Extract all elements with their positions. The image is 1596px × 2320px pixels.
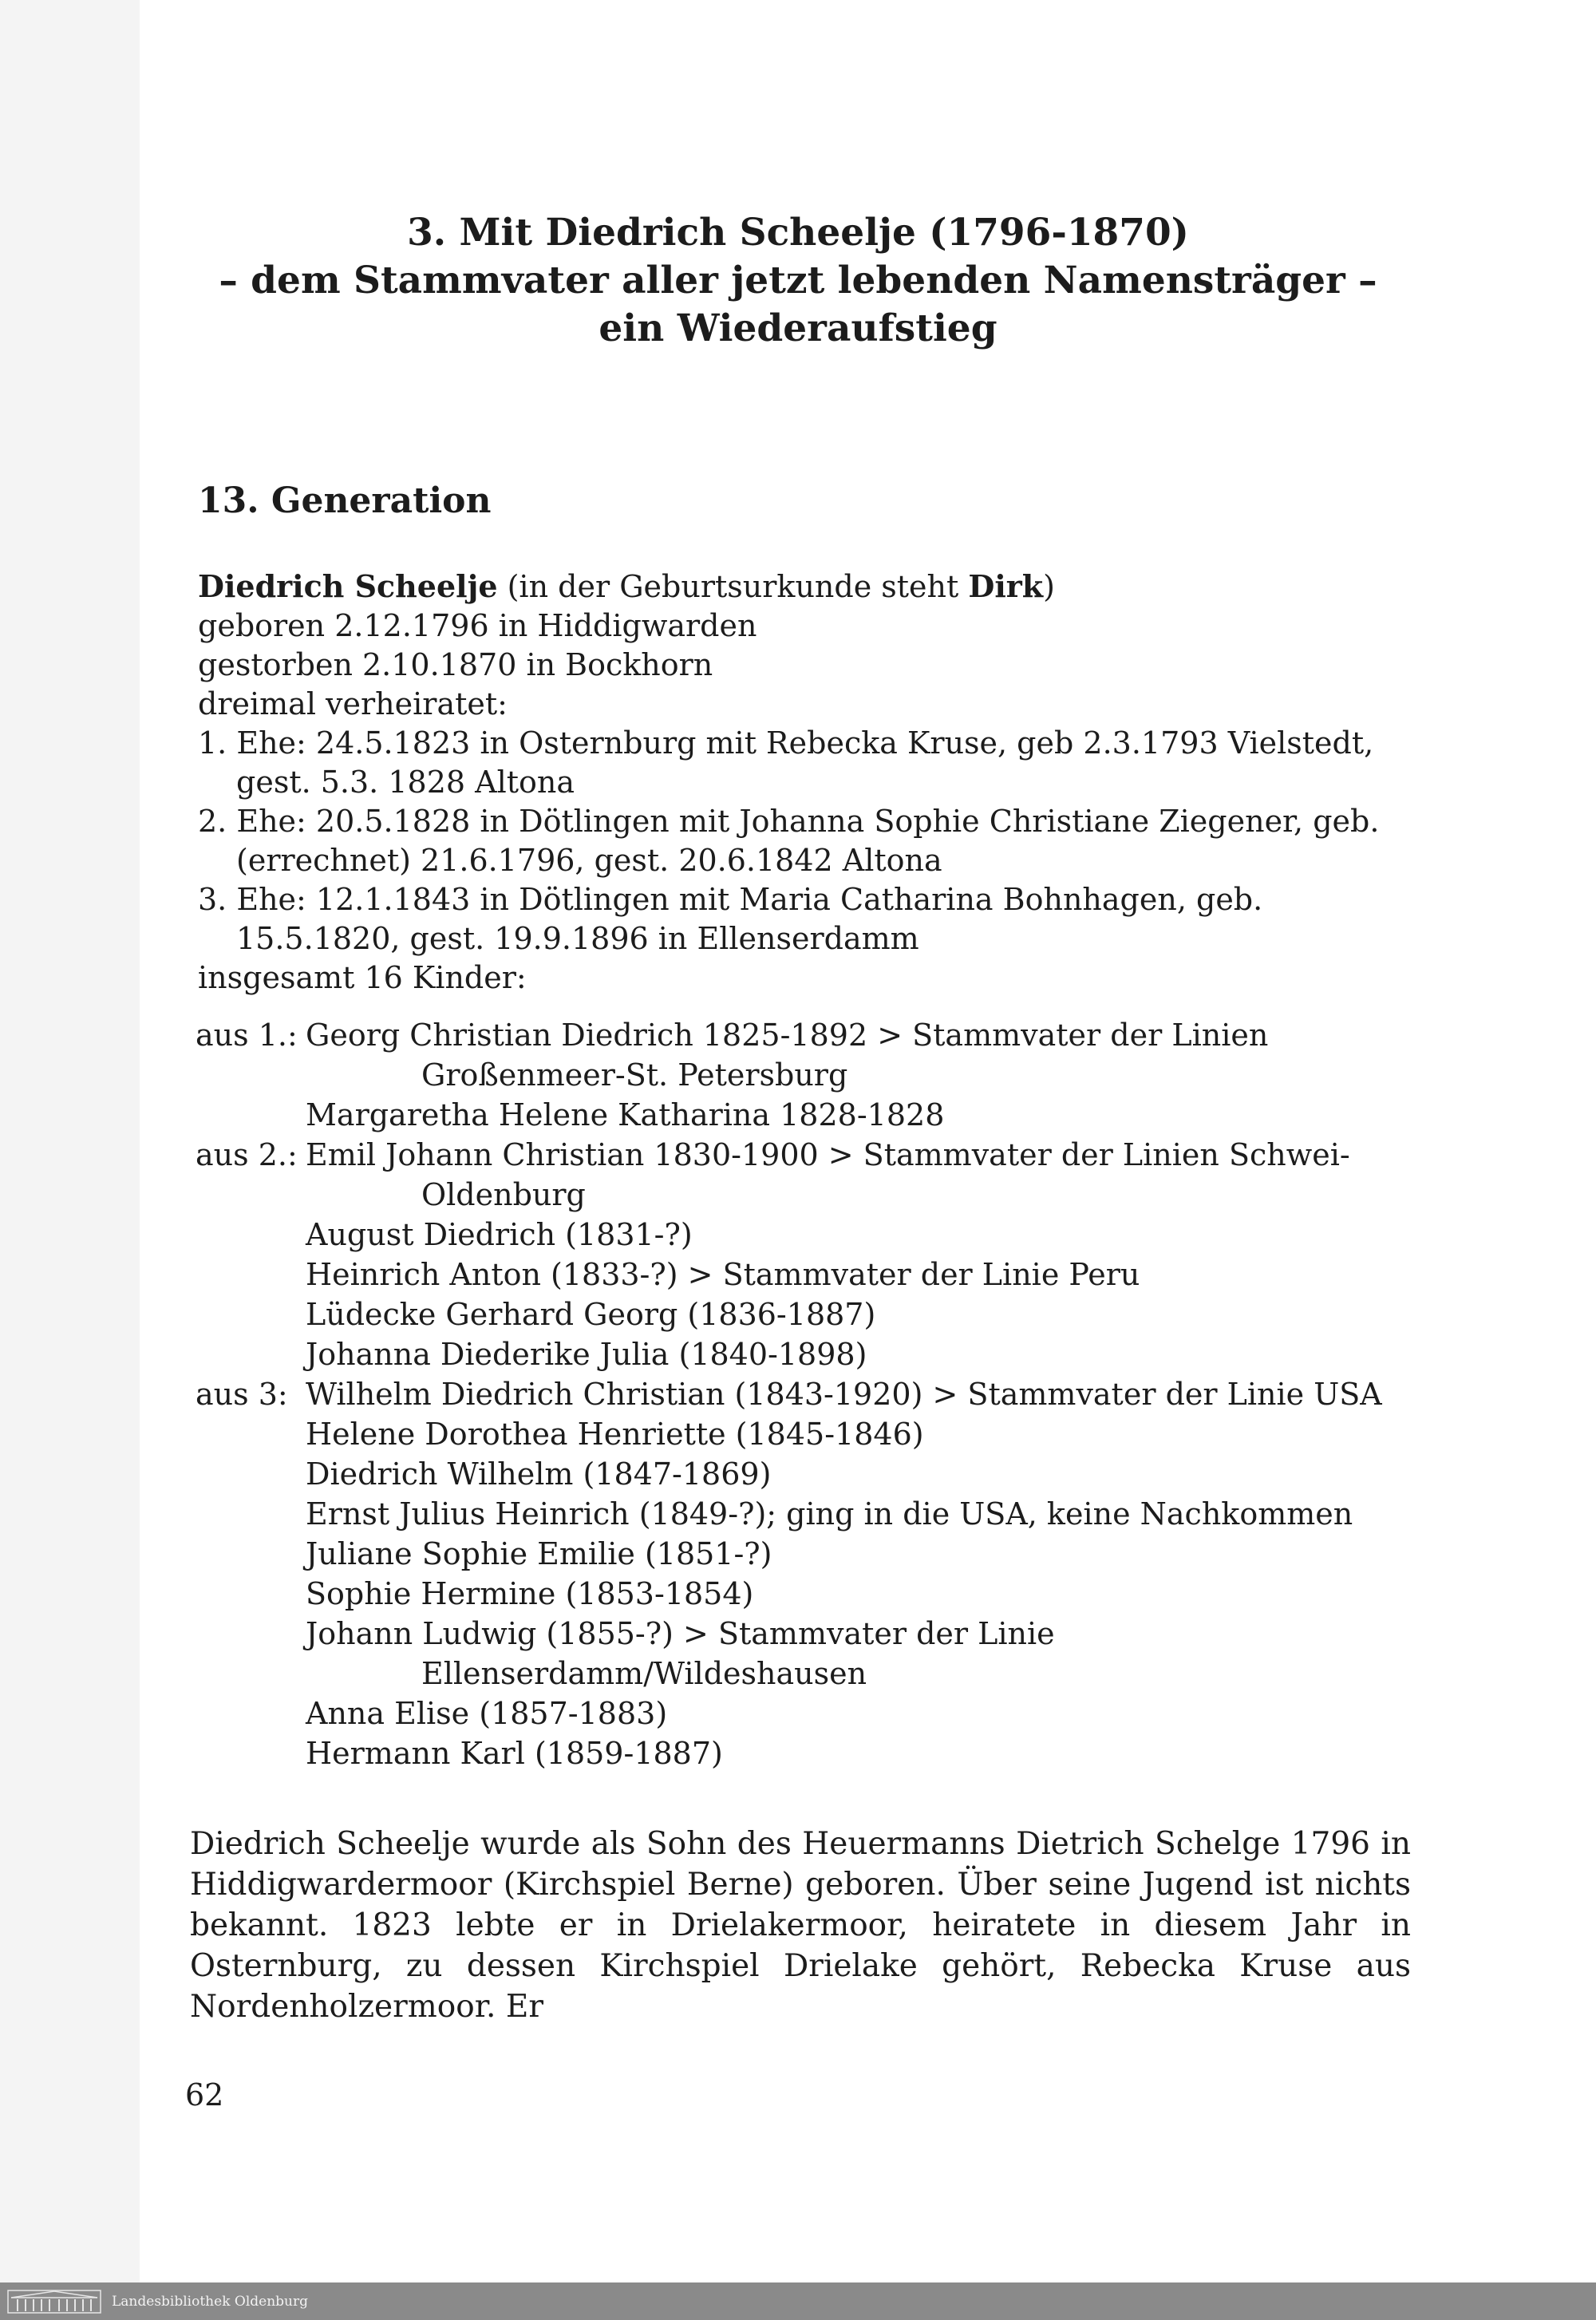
chapter-title (140, 209, 1456, 353)
child-item: Ernst Julius Heinrich (1849-?); ging in die USA, keine Nachkommen (306, 1496, 1353, 1532)
person-name: Diedrich Scheelje (198, 568, 498, 604)
person-entry (198, 567, 1411, 998)
children-group-items (306, 1374, 1416, 1773)
death-line: gestorben 2.10.1870 in Bockhorn (198, 647, 713, 682)
children-group-2 (196, 1135, 1416, 1374)
children-intro: insgesamt 16 Kinder: (198, 960, 527, 995)
chapter-title-line-3: ein Wiederaufstieg (598, 306, 998, 350)
library-building-icon (6, 2288, 102, 2314)
marriage-intro: dreimal verheiratet: (198, 686, 508, 721)
children-group-label: aus 1.: (196, 1018, 298, 1053)
child-item: Juliane Sophie Emilie (1851-?) (306, 1536, 772, 1571)
chapter-title-line-2: – dem Stammvater aller jetzt lebenden Namensträger – (219, 259, 1377, 302)
children-group-items (306, 1135, 1416, 1374)
name-note-alt-name: Dirk (968, 568, 1044, 604)
child-item: Anna Elise (1857-1883) (306, 1696, 668, 1731)
children-group-1 (196, 1015, 1416, 1135)
children-group-label: aus 2.: (196, 1137, 298, 1172)
child-item: Margaretha Helene Katharina 1828-1828 (306, 1097, 945, 1132)
footer-bar (0, 2282, 1596, 2320)
page-number: 62 (185, 2077, 224, 2113)
children-group-items (306, 1015, 1416, 1135)
child-item: Georg Christian Diedrich 1825-1892 > Stammvater der Linien Großenmeer-St. Petersburg (306, 1018, 1269, 1093)
child-item: Helene Dorothea Henriette (1845-1846) (306, 1417, 924, 1452)
child-item: Hermann Karl (1859-1887) (306, 1736, 723, 1771)
name-note-prefix: (in der Geburtsurkunde steht (507, 569, 959, 604)
marriage-2: 2. Ehe: 20.5.1828 in Dötlingen mit Johanna Sophie Christiane Ziegener, geb. (errechnet) 21.6.1796, gest. 20.6.1842 Altona (198, 804, 1380, 878)
child-item: Johanna Diederike Julia (1840-1898) (306, 1337, 867, 1372)
child-item: Sophie Hermine (1853-1854) (306, 1576, 754, 1611)
child-item: Emil Johann Christian 1830-1900 > Stammvater der Linien Schwei-Oldenburg (306, 1137, 1350, 1212)
name-note-suffix: ) (1043, 569, 1055, 604)
child-item: Wilhelm Diedrich Christian (1843-1920) > Stammvater der Linie USA (306, 1377, 1382, 1412)
children-group-3 (196, 1374, 1416, 1773)
child-item: Johann Ludwig (1855-?) > Stammvater der Linie Ellenserdamm/Wildeshausen (306, 1616, 1055, 1691)
child-item: Diedrich Wilhelm (1847-1869) (306, 1456, 772, 1492)
children-list (196, 1015, 1416, 1773)
chapter-title-line-1: 3. Mit Diedrich Scheelje (1796-1870) (407, 211, 1189, 255)
child-item: August Diedrich (1831-?) (306, 1217, 693, 1252)
child-item: Heinrich Anton (1833-?) > Stammvater der Linie Peru (306, 1257, 1140, 1292)
children-group-label: aus 3: (196, 1377, 288, 1412)
person-name-line (198, 567, 1411, 607)
marriage-1: 1. Ehe: 24.5.1823 in Osternburg mit Rebecka Kruse, geb 2.3.1793 Vielstedt, gest. 5.3. 1828 Altona (198, 725, 1374, 800)
generation-heading: 13. Generation (198, 480, 492, 521)
body-paragraph: Diedrich Scheelje wurde als Sohn des Heuermanns Dietrich Schelge 1796 in Hiddigwardermoor (Kirchspiel Berne) geboren. Über seine Jugend ist nichts bekannt. 1823 lebte er in Drielakermoor, heiratete in diesem Jahr in Osternburg, zu dessen Kirchspiel Drielake gehört, Rebecka Kruse aus Nordenholzermoor. Er (190, 1826, 1411, 2025)
footer-library-name: Landesbibliothek Oldenburg (112, 2293, 309, 2310)
child-item: Lüdecke Gerhard Georg (1836-1887) (306, 1297, 876, 1332)
marriage-3: 3. Ehe: 12.1.1843 in Dötlingen mit Maria Catharina Bohnhagen, geb. 15.5.1820, gest. 19.9.1896 in Ellenserdamm (198, 882, 1263, 956)
birth-line: geboren 2.12.1796 in Hiddigwarden (198, 608, 757, 643)
